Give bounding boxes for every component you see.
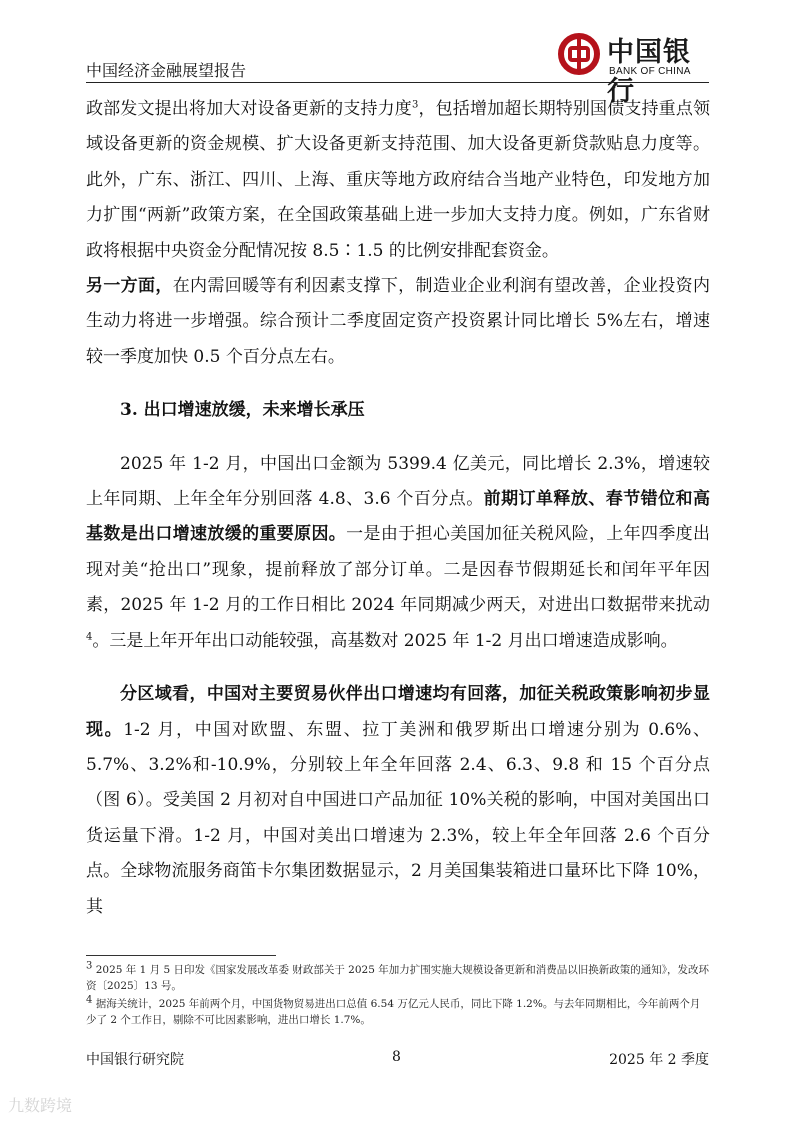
bank-of-china-logo [555, 30, 715, 107]
paragraph-text: ，包括增加超长期特别国债支持重点领域设备更新的资金规模、扩大设备更新支持范围、加大设备更新贷款贴息力度等。此外，广东、浙江、四川、上海、重庆等地方政府结合当地产业特色，印发地方加力扩围“两新”政策方案，在全国政策基础上进一步加大支持力度。例如，广东省财政将根据中央资金分配情况按 8.5∶1.5 的比例安排配套资金。 [86, 99, 710, 261]
paragraph-text: 1-2 月，中国对欧盟、东盟、拉丁美洲和俄罗斯出口增速分别为 0.6%、5.7%、3.2%和-10.9%，分别较上年全年回落 2.4、6.3、9.8 和 15 个百分点（图 6）。受美国 2 月初对自中国进口产品加征 10%关税的影响，中国对美国出口货运量下滑。1-2 月，中国对美出口增速为 2.3%，较上年全年回落 2.6 个百分点。全球物流服务商笛卡尔集团数据显示，2 月美国集装箱进口量环比下降 10%，其 [86, 719, 710, 917]
footer-period: 2025 年 2 季度 [609, 1052, 709, 1068]
emphasis-text: 前期订单释放、春节错位和高基数是出口增速放缓的重要原因。 [86, 489, 710, 545]
paragraph-text: 政部发文提出将加大对设备更新的支持力度 [86, 99, 412, 119]
footer-institute: 中国银行研究院 [86, 1052, 184, 1068]
footnote-text: 2025 年 1 月 5 日印发《国家发展改革委 财政部关于 2025 年加力扩围实施大规模设备更新和消费品以旧换新政策的通知》，发改环资〔2025〕13 号。 [86, 964, 709, 992]
paragraph [86, 677, 710, 925]
section-heading-text: 3. 出口增速放缓，未来增长承压 [120, 400, 365, 421]
footnotes [86, 962, 710, 1030]
paragraph-text: 在内需回暖等有利因素支撑下，制造业企业利润有望改善，企业投资内生动力将进一步增强。综合预计二季度固定资产投资累计同比增长 5%左右，增速较一季度加快 0.5 个百分点左右。 [86, 276, 711, 367]
footnote-text: 据海关统计，2025 年前两个月，中国货物贸易进出口总值 6.54 万亿元人民币，同比下降 1.2%。与去年同期相比，今年前两个月少了 2 个工作日，剔除不可比因素影响，进出口增长 1.7%。 [86, 998, 701, 1026]
logo-chinese-name: 中国银行 [607, 37, 691, 107]
main-body [86, 92, 710, 925]
paragraph-text: 一是由于担心美国加征关税风险，上年四季度出现对美“抢出口”现象，提前释放了部分订单。二是因春节假期延长和闰年平年因素，2025 年 1-2 月的工作日相比 2024 年同期减少两天，对进出口数据带来扰动 [86, 524, 711, 616]
paragraph [86, 447, 710, 659]
logo-english-name: BANK OF CHINA [609, 66, 691, 77]
paragraph-text: 。三是上年开年出口动能较强，高基数对 2025 年 1-2 月出口增速造成影响。 [92, 630, 678, 651]
paragraph-text: 2025 年 1-2 月，中国出口金额为 5399.4 亿美元，同比增长 2.3%，增速较上年同期、上年全年分别回落 4.8、3.6 个百分点。 [86, 453, 710, 510]
footnote-number: 4 [86, 994, 93, 1006]
footnote-ref: 4 [86, 631, 93, 643]
header-divider [86, 82, 709, 83]
emphasis-text: 分区域看，中国对主要贸易伙伴出口增速均有回落，加征关税政策影响初步显现。 [86, 684, 710, 740]
paragraph [86, 269, 710, 375]
watermark: 九数跨境 [8, 1096, 73, 1115]
paragraph [86, 92, 710, 269]
report-title: 中国经济金融展望报告 [86, 61, 247, 80]
footnote-number: 3 [86, 960, 93, 972]
page-number: 8 [392, 1049, 401, 1065]
bank-of-china-emblem-icon [557, 32, 601, 76]
footnote-divider [86, 955, 276, 956]
emphasis-text: 另一方面， [86, 276, 173, 297]
footnote [86, 962, 710, 994]
footnote-ref: 3 [411, 99, 419, 111]
footnote [86, 996, 710, 1028]
section-heading [86, 393, 710, 428]
